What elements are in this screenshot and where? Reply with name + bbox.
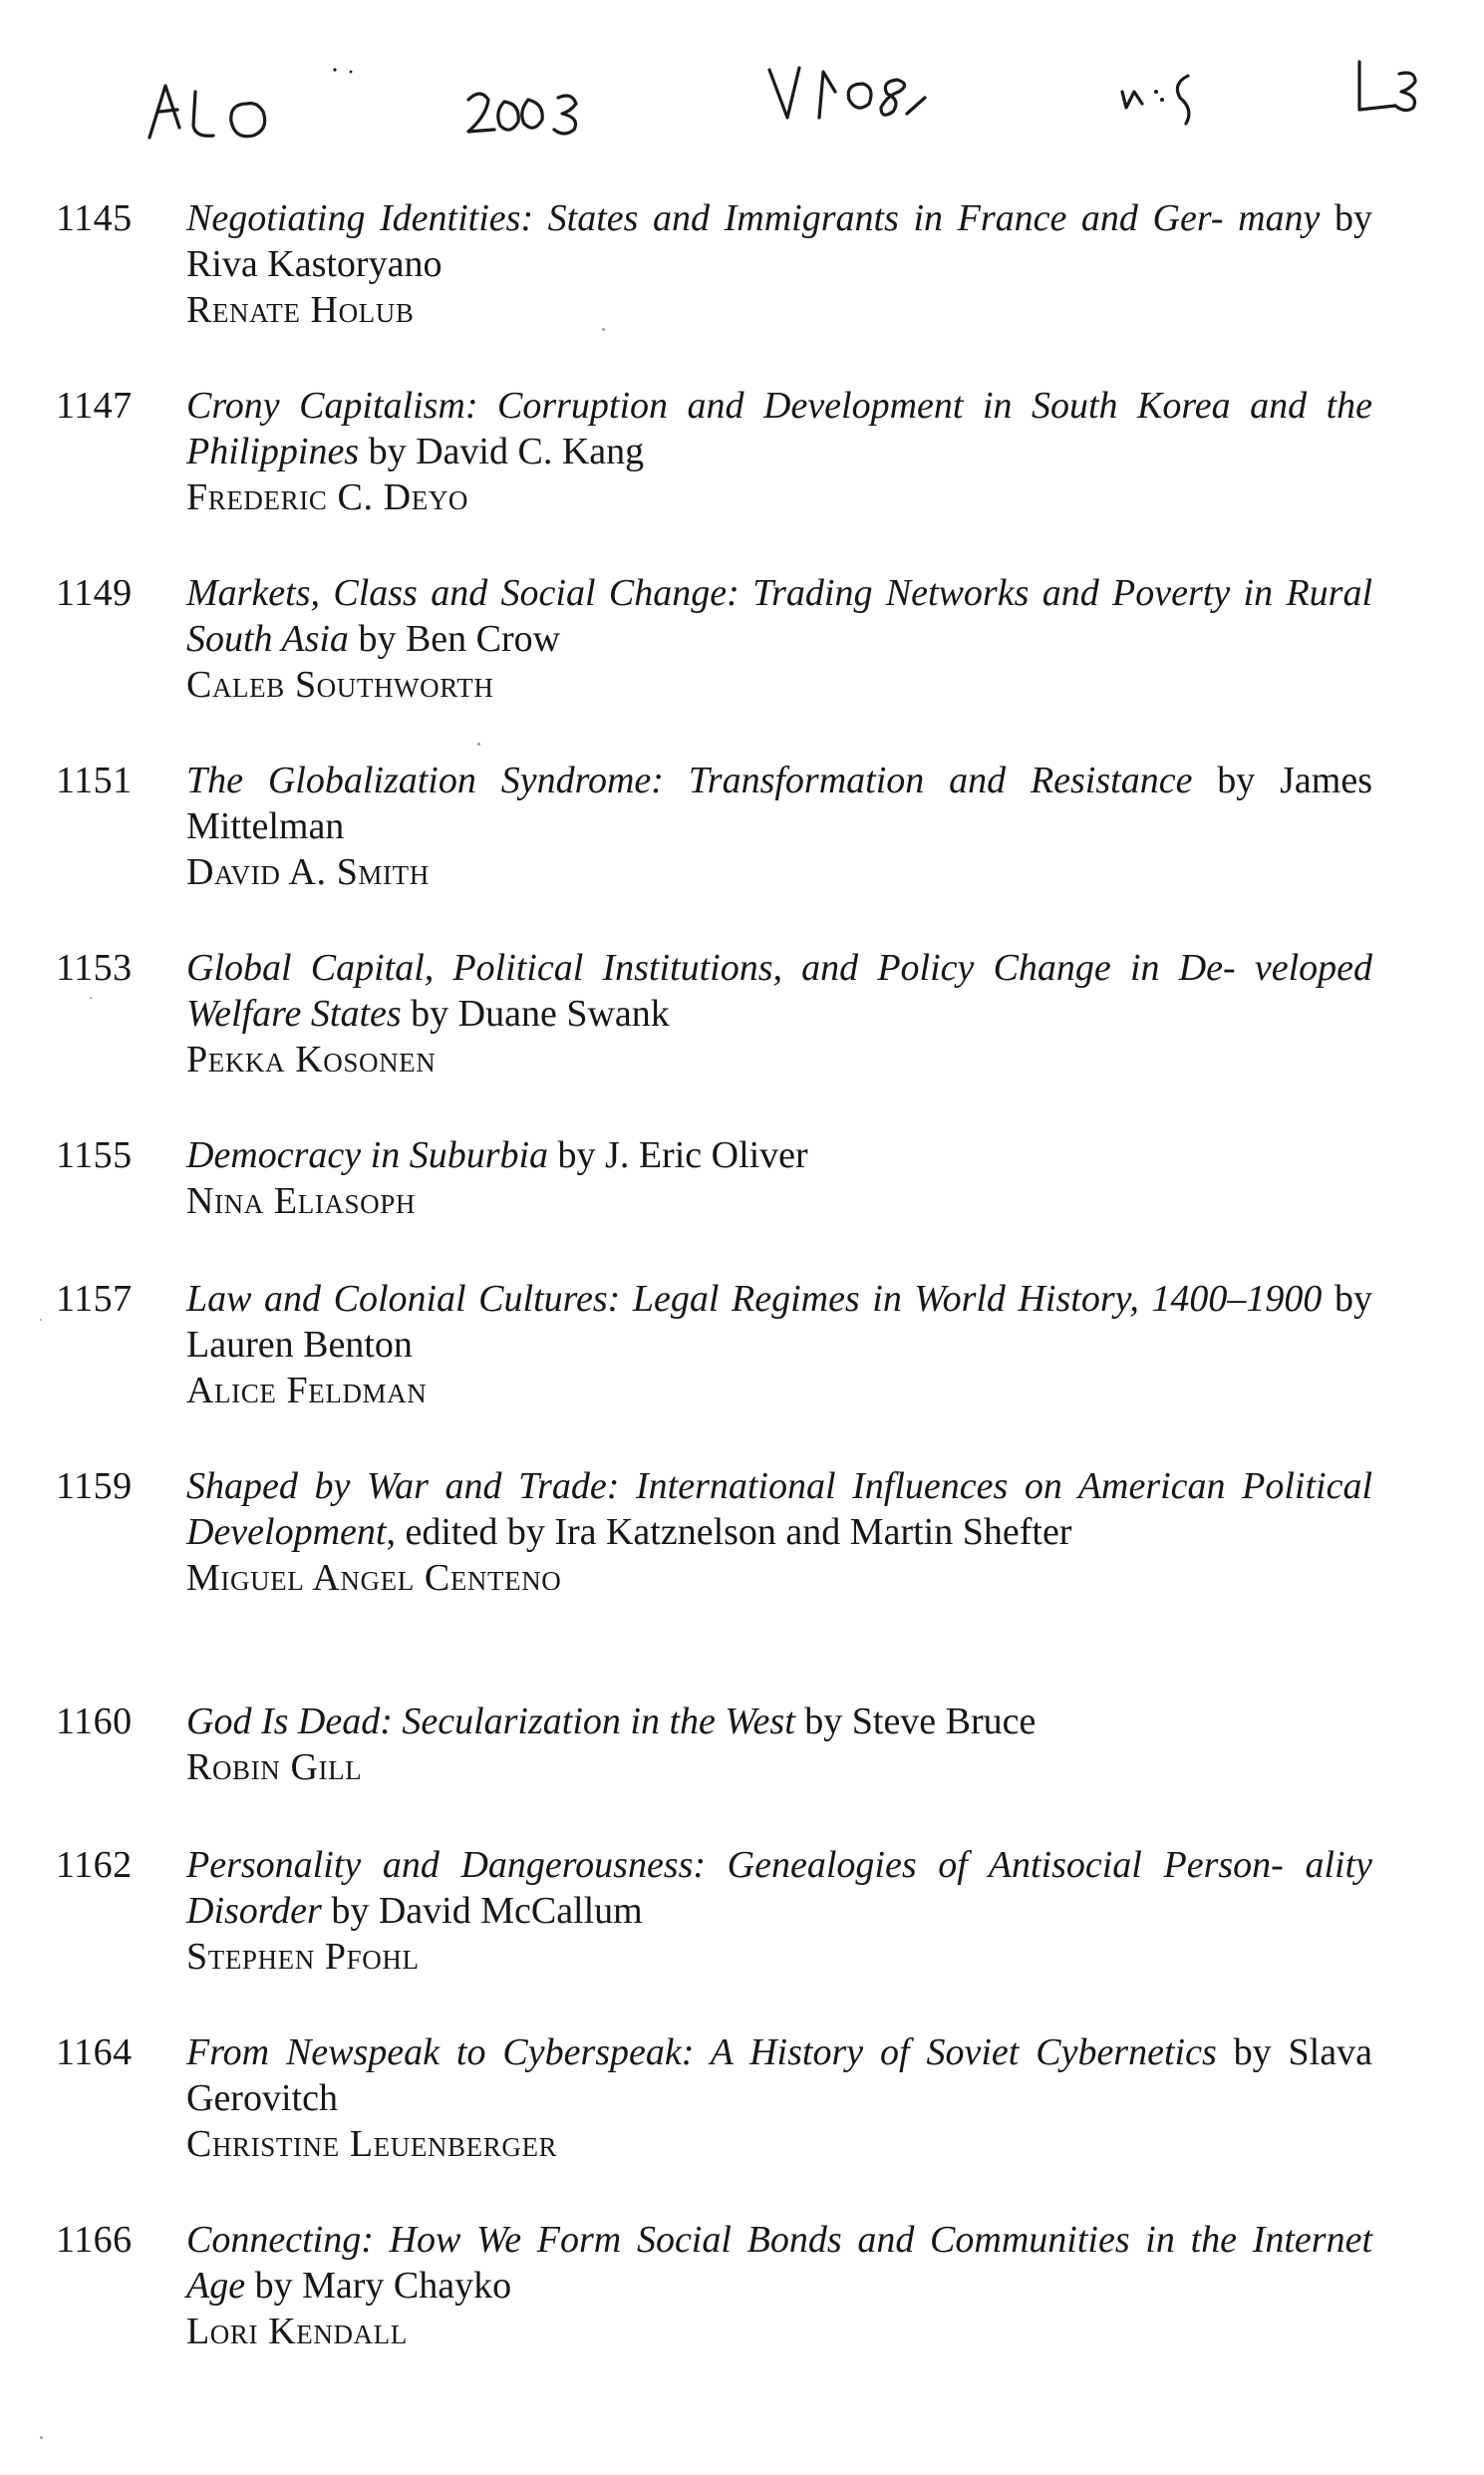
book-author: by Ben Crow [348,618,561,660]
handwriting-stroke [498,102,518,130]
book-title: God Is Dead: Secularization in the West [186,1701,795,1742]
book-author: by Lauren Benton [186,1278,1372,1366]
reviewer-name: Caleb Southworth [186,664,494,706]
handwriting-stroke [522,100,542,128]
scan-speck [90,997,92,999]
entry-text [186,1842,1372,1980]
book-title: Democracy in Suburbia [186,1134,549,1176]
reviewer-name: Miguel Angel Centeno [186,1557,562,1599]
entry-page-number: 1157 [56,1278,133,1320]
book-author: by David McCallum [321,1890,643,1932]
entry-page-number: 1166 [56,2219,133,2261]
handwriting-stroke [1395,73,1415,111]
handwriting-stroke [1177,76,1189,124]
handwriting-stroke [881,80,905,115]
handwriting-stroke [193,92,213,136]
handwriting-stroke [819,72,835,118]
book-author: by James Mittelman [186,760,1372,847]
reviewer-name: Pekka Kosonen [186,1039,437,1081]
handwriting-stroke [907,98,925,114]
entry-page-number: 1155 [56,1134,133,1176]
scan-speck [477,743,480,746]
entry-text [186,1699,1372,1790]
book-author: by Duane Swank [401,993,670,1035]
entry-page-number: 1147 [56,385,133,427]
book-author: by Slava Gerovitch [186,2031,1372,2119]
entry-text [186,195,1372,333]
book-title: From Newspeak to Cyberspeak: A History of Soviet Cybernetics [186,2031,1217,2073]
book-author: by J. Eric Oliver [548,1134,808,1176]
entry-page-number: 1153 [56,947,133,989]
scan-speck [602,328,605,331]
book-title: The Globalization Syndrome: Transformation and Resistance [186,760,1193,801]
handwriting-stroke [769,68,799,118]
handwriting-stroke [159,110,177,112]
entry-text [186,1276,1372,1413]
reviewer-name: Christine Leuenberger [186,2123,558,2165]
entry-text [186,1463,1372,1601]
entry-text [186,2029,1372,2167]
handwriting-stroke [848,84,871,108]
handwriting-stroke [554,96,576,134]
scan-speck [40,2436,43,2439]
reviewer-name: Lori Kendall [186,2311,408,2352]
book-author: , edited by Ira Katznelson and Martin Shefter [386,1511,1072,1553]
reviewer-name: Renate Holub [186,289,415,331]
entry-page-number: 1159 [56,1465,133,1507]
handwriting-drawing [0,0,1484,189]
book-title: Crony Capitalism: Corruption and Development in South Korea and the Philippines [186,385,1372,472]
entry-page-number: 1151 [56,760,133,801]
book-title: Global Capital, Political Institutions, and Policy Change in De- veloped Welfare States [186,947,1372,1035]
handwritten-annotation [0,0,1484,189]
reviewer-name: Stephen Pfohl [186,1936,420,1978]
handwriting-stroke [1122,92,1142,108]
book-author: by Riva Kastoryano [186,197,1373,285]
entry-page-number: 1162 [56,1844,133,1886]
reviewer-name: Robin Gill [186,1746,363,1788]
entry-page-number: 1145 [56,197,133,239]
book-title: Shaped by War and Trade: International Influences on American Political Development [186,1465,1372,1553]
entry-text [186,1132,1372,1224]
reviewer-name: Nina Eliasoph [186,1180,416,1222]
reviewer-name: Frederic C. Deyo [186,476,469,518]
book-title: Negotiating Identities: States and Immigrants in France and Ger- many [186,197,1321,239]
book-title: Markets, Class and Social Change: Trading Networks and Poverty in Rural South Asia [186,572,1372,660]
entry-page-number: 1164 [56,2031,133,2073]
entry-page-number: 1149 [56,572,133,614]
book-title: Personality and Dangerousness: Genealogies of Antisocial Person- ality Disorder [186,1844,1372,1932]
scan-speck [40,1319,42,1321]
handwriting-stroke [468,94,494,132]
book-title: Law and Colonial Cultures: Legal Regimes in World History, 1400–1900 [186,1278,1323,1320]
book-author: by Steve Bruce [794,1701,1037,1742]
entry-text [186,383,1372,520]
book-title: Connecting: How We Form Social Bonds and Communities in the Internet Age [186,2219,1372,2307]
entry-text [186,2217,1372,2354]
entry-text [186,945,1372,1083]
book-author: by Mary Chayko [245,2265,512,2307]
handwriting-stroke [1359,62,1395,110]
reviewer-name: David A. Smith [186,851,430,893]
entry-text [186,758,1372,895]
handwriting-stroke [231,104,265,137]
book-author: by David C. Kang [359,431,645,472]
entry-text [186,570,1372,708]
entry-page-number: 1160 [56,1701,133,1742]
reviewer-name: Alice Feldman [186,1370,428,1411]
